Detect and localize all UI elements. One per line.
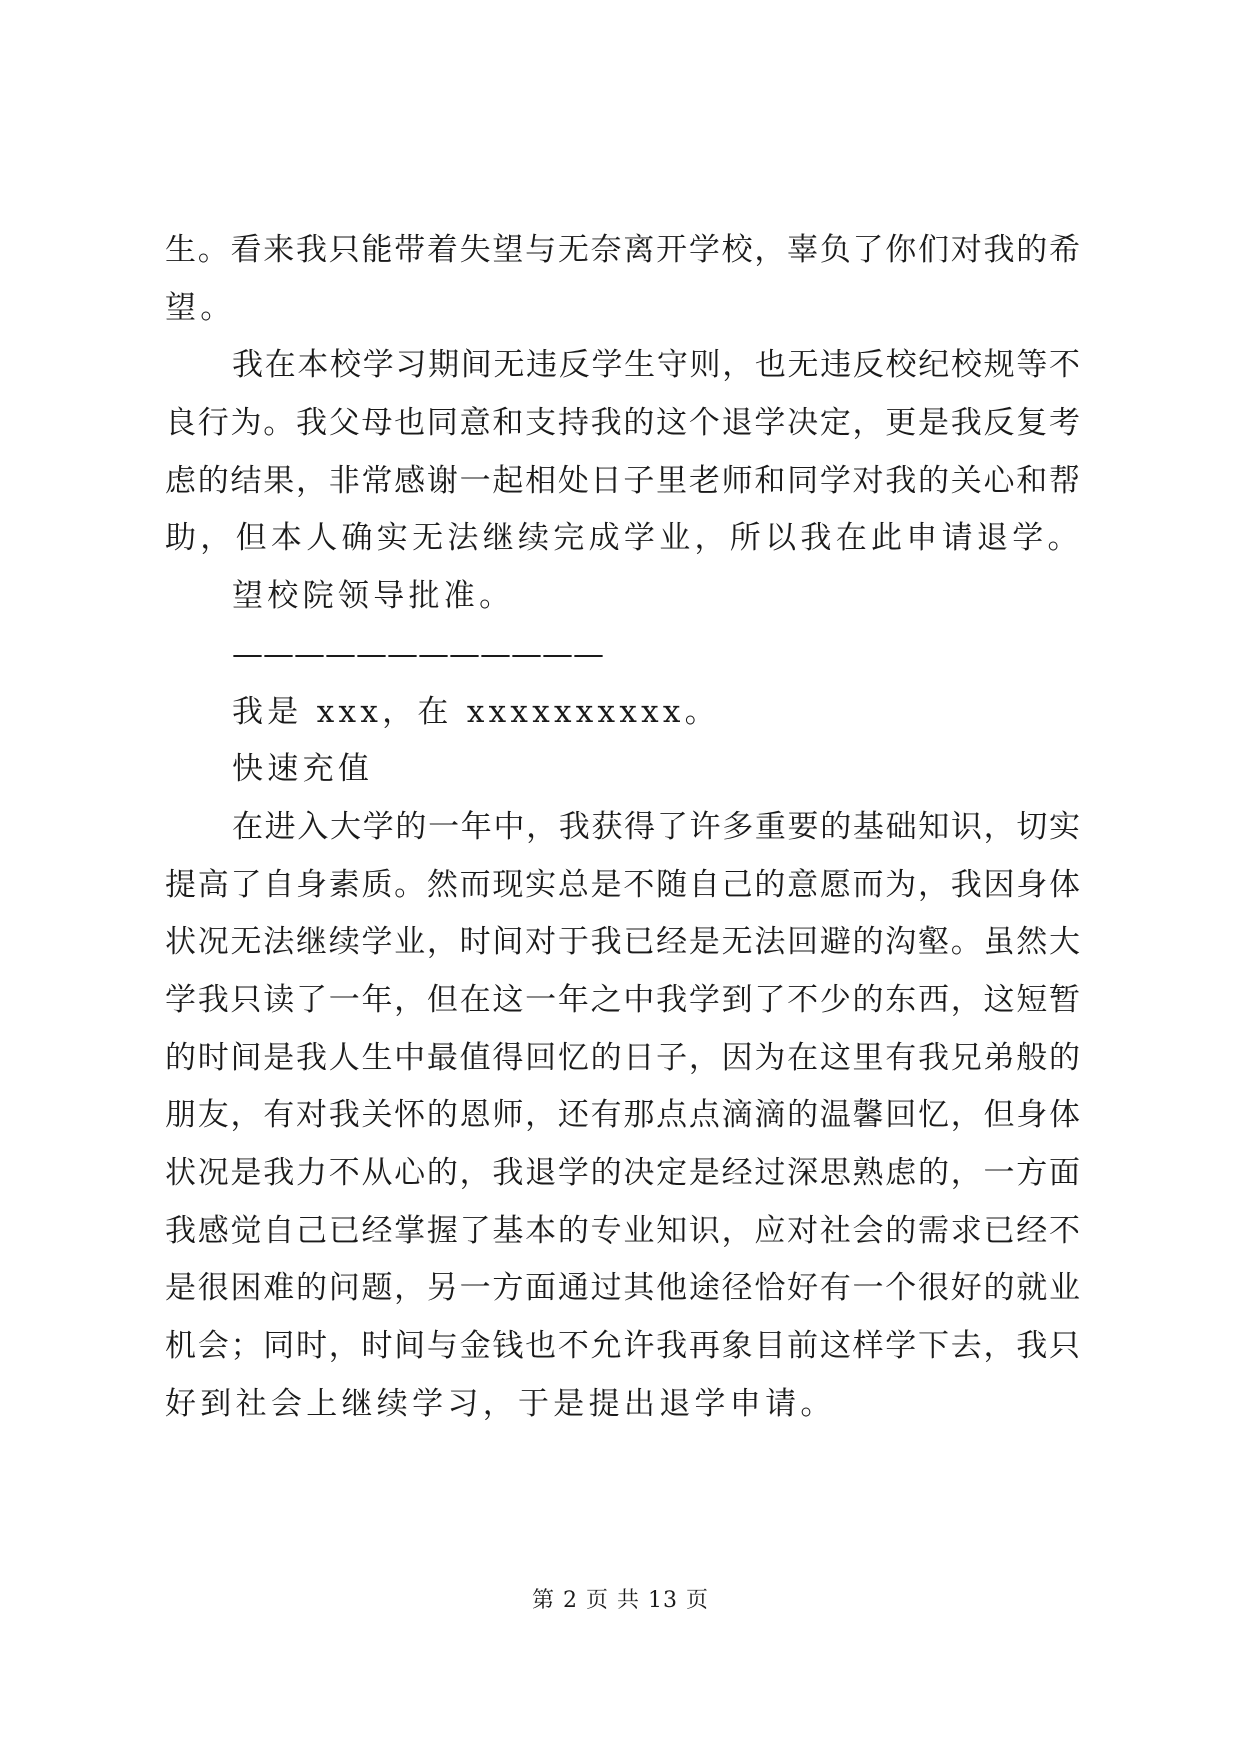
- text-line: 是很困难的问题，另一方面通过其他途径恰好有一个很好的就业: [165, 1270, 1080, 1307]
- text-line: ————————————: [232, 635, 604, 672]
- text-line: 快速充值: [232, 751, 374, 788]
- text-line: 望校院领导批准。: [232, 578, 515, 615]
- text-line: 助，但本人确实无法继续完成学业，所以我在此申请退学。: [165, 520, 1083, 557]
- separator-line: [165, 626, 1080, 684]
- text-line: 我是 xxx，在 xxxxxxxxxx。: [232, 693, 720, 730]
- text-line: 望。: [165, 289, 236, 326]
- text-line: 在进入大学的一年中，我获得了许多重要的基础知识，切实: [232, 808, 1080, 845]
- text-line: 我在本校学习期间无违反学生守则，也无违反校纪校规等不: [232, 347, 1080, 384]
- text-line: 提高了自身素质。然而现实总是不随自己的意愿而为，我因身体: [165, 866, 1080, 903]
- document-body: [165, 222, 1083, 1433]
- text-line: 的时间是我人生中最值得回忆的日子，因为在这里有我兄弟般的: [165, 1039, 1080, 1076]
- text-line: 我感觉自己已经掌握了基本的专业知识，应对社会的需求已经不: [165, 1212, 1080, 1249]
- paragraph: [165, 684, 1080, 742]
- text-line: 生。看来我只能带着失望与无奈离开学校，辜负了你们对我的希: [165, 232, 1080, 268]
- text-line: 虑的结果，非常感谢一起相处日子里老师和同学对我的关心和帮: [165, 462, 1080, 499]
- text-line: 朋友，有对我关怀的恩师，还有那点点滴滴的温馨回忆，但身体: [165, 1097, 1080, 1134]
- page-number-footer: 第 2 页 共 13 页: [532, 1588, 709, 1613]
- text-line: 良行为。我父母也同意和支持我的这个退学决定，更是我反复考: [165, 405, 1080, 442]
- text-line: 学我只读了一年，但在这一年之中我学到了不少的东西，这短暂: [165, 981, 1080, 1018]
- paragraph: [165, 222, 1080, 337]
- paragraph: [165, 741, 1080, 799]
- text-line: 状况是我力不从心的，我退学的决定是经过深思熟虑的，一方面: [165, 1155, 1080, 1191]
- paragraph: [165, 337, 1083, 568]
- text-line: 状况无法继续学业，时间对于我已经是无法回避的沟壑。虽然大: [165, 924, 1080, 961]
- paragraph: [165, 568, 1080, 626]
- text-line: 机会；同时，时间与金钱也不允许我再象目前这样学下去，我只: [165, 1328, 1080, 1365]
- paragraph: [165, 799, 1080, 1434]
- text-line: 好到社会上继续学习，于是提出退学申请。: [165, 1385, 836, 1422]
